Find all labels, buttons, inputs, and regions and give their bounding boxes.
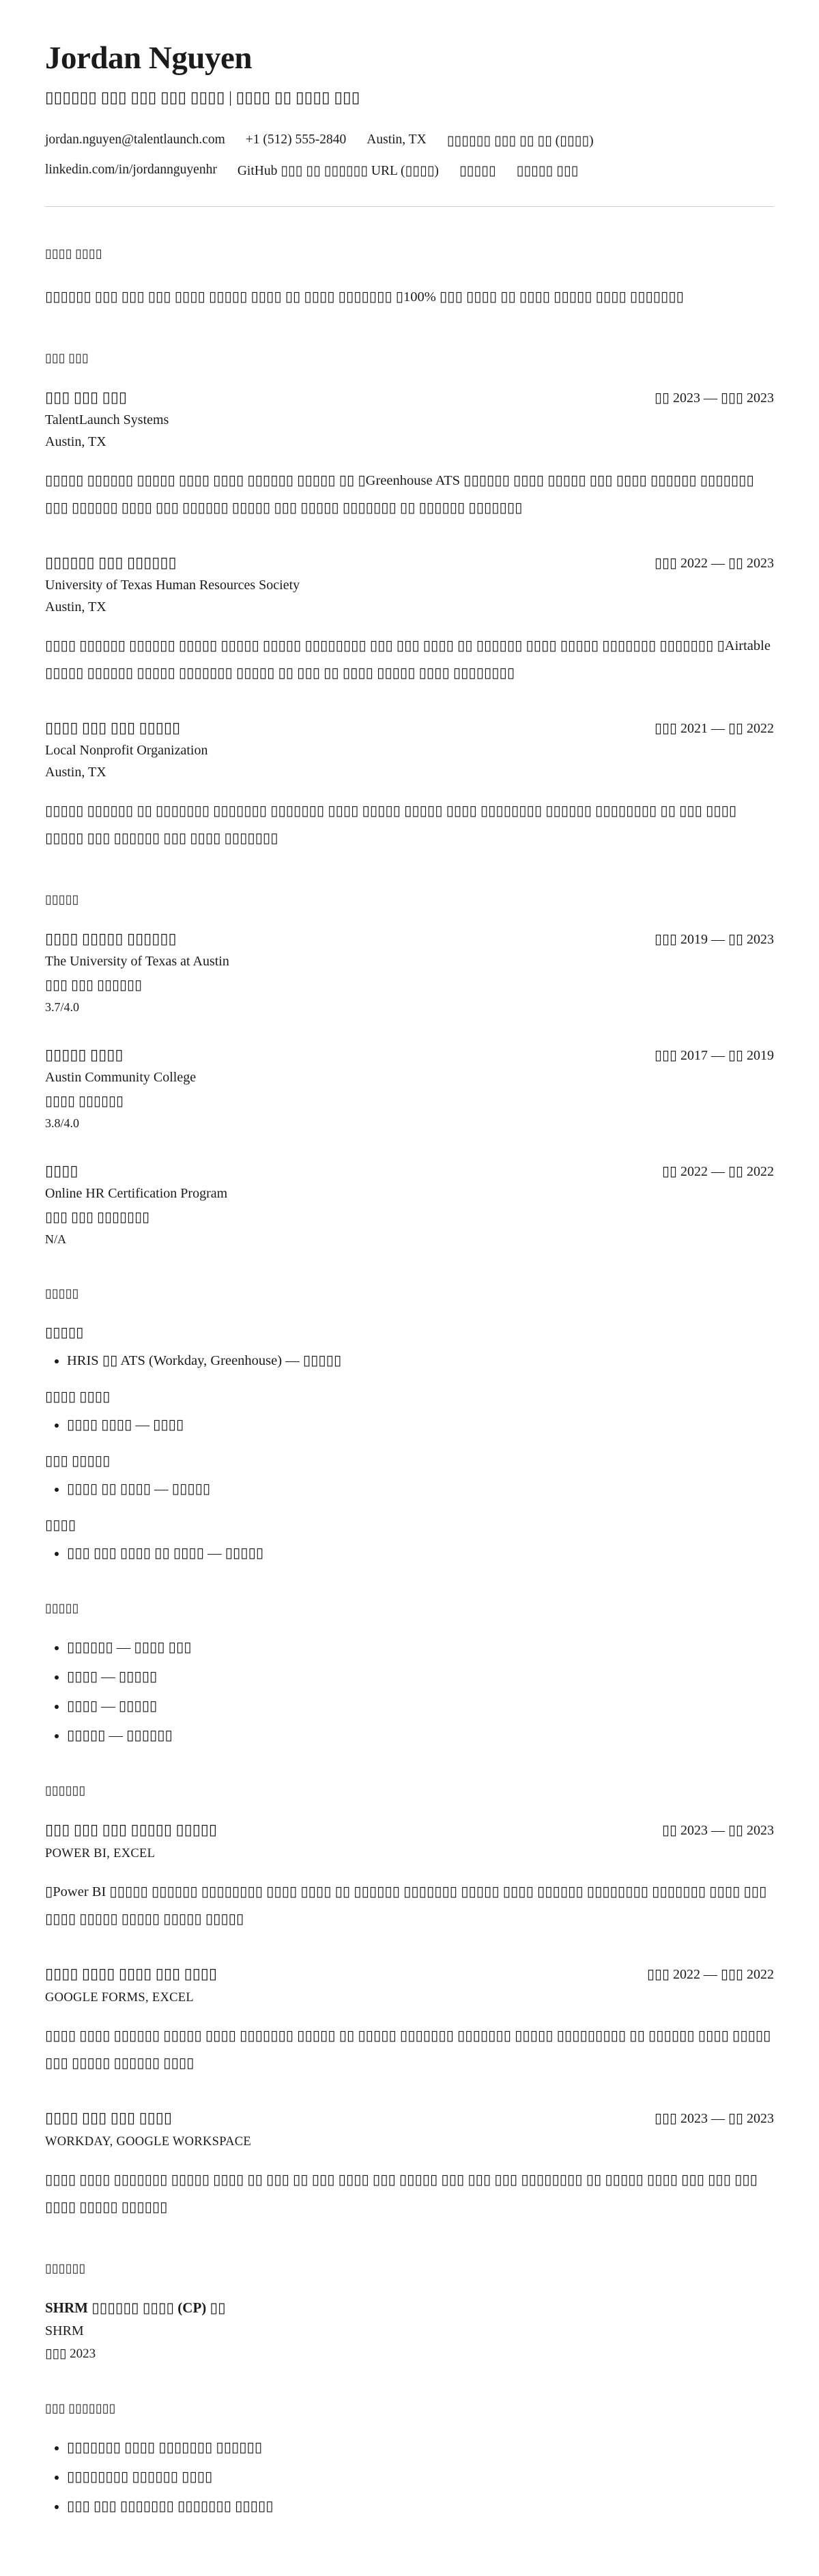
project-entry [45,1965,774,2078]
degree-title: ▯▯▯▯▯ ▯▯▯▯ [45,1045,124,1063]
contact-location: Austin, TX [367,132,427,147]
project-tech: POWER BI, EXCEL [45,1846,156,1860]
skill-item: • HRIS ▯▯ ATS (Workday, Greenhouse) — ▯▯▯▯▯ [67,1352,774,1369]
contact-extra-2: ▯▯▯▯▯ ▯▯▯ [516,164,579,178]
project-description: ▯▯▯▯ ▯▯▯▯ ▯▯▯▯▯▯▯ ▯▯▯▯▯ ▯▯▯▯ ▯▯ ▯▯▯ ▯▯ ▯▯▯ ▯▯▯▯ ▯▯▯ ▯▯▯▯▯ ▯▯▯ ▯▯▯ ▯▯▯ ▯▯▯▯▯▯▯▯ ▯▯ ▯▯▯▯▯ ▯▯▯▯ ▯▯▯ ▯▯▯ ▯▯▯ ▯▯▯▯ ▯▯▯▯▯ ▯▯▯▯▯▯ [45,2172,758,2215]
field-of-study: ▯▯▯ ▯▯▯ ▯▯▯▯▯▯ [45,977,143,993]
entry-head [45,388,774,406]
entry-head [45,1965,774,1983]
certifications-heading: ▯▯▯▯▯▯ [45,2261,86,2275]
experience-entry [45,719,774,853]
languages-heading: ▯▯▯▯▯ [45,1600,79,1615]
section-additional [45,2401,774,2515]
contact-linkedin: linkedin.com/in/jordannguyenhr [45,162,217,177]
contact-extra: ▯▯▯▯▯▯ ▯▯▯ ▯▯ ▯▯ (▯▯▯▯) [446,134,594,148]
job-description: ▯▯▯▯ ▯▯▯▯▯▯ ▯▯▯▯▯▯ ▯▯▯▯▯ ▯▯▯▯▯ ▯▯▯▯▯ ▯▯▯▯▯▯▯▯ ▯▯▯ ▯▯▯ ▯▯▯▯ ▯▯ ▯▯▯▯▯▯ ▯▯▯▯ ▯▯▯▯▯ ▯▯▯▯▯▯▯ ▯▯▯▯▯▯▯ ▯Airtable ▯▯▯▯▯ ▯▯▯▯▯▯ ▯▯▯▯▯ ▯▯▯▯▯▯▯ ▯▯▯▯▯ ▯▯ ▯▯▯ ▯▯ ▯▯▯▯ ▯▯▯▯▯ ▯▯▯▯ ▯▯▯▯▯▯▯▯ [45,638,771,681]
skill-item: • ▯▯▯ ▯▯▯ ▯▯▯▯ ▯▯ ▯▯▯▯ — ▯▯▯▯▯ [67,1544,774,1561]
section-projects [45,1783,774,2222]
skill-group-title: ▯▯▯ ▯▯▯▯▯ [45,1453,111,1469]
project-dates: ▯▯▯ 2022 — ▯▯▯ 2022 [646,1966,774,1982]
entry-head [45,1162,774,1180]
certification-date: ▯▯▯ 2023 [45,2346,96,2361]
job-dates: ▯▯▯ 2021 — ▯▯ 2022 [654,720,774,736]
skill-list [45,1352,774,1369]
additional-item: • ▯▯▯▯▯▯▯ ▯▯▯▯ ▯▯▯▯▯▯▯ ▯▯▯▯▯▯ [67,2439,774,2456]
certification-entry [45,2299,774,2362]
additional-list [45,2439,774,2515]
job-title: ▯▯▯▯▯▯ ▯▯▯ ▯▯▯▯▯▯ [45,553,177,571]
project-title: ▯▯▯▯ ▯▯▯ ▯▯▯ ▯▯▯▯ [45,2108,172,2126]
gpa-value: 3.8/4.0 [45,1116,80,1130]
certification-issuer: SHRM [45,2323,84,2338]
contact-row-1 [45,132,774,149]
project-description: ▯Power BI ▯▯▯▯▯ ▯▯▯▯▯▯ ▯▯▯▯▯▯▯▯ ▯▯▯▯ ▯▯▯▯ ▯▯ ▯▯▯▯▯▯ ▯▯▯▯▯▯▯ ▯▯▯▯▯ ▯▯▯▯ ▯▯▯▯▯▯ ▯▯▯▯▯▯▯▯ ▯▯▯▯▯▯▯ ▯▯▯▯ ▯▯▯ ▯▯▯▯ ▯▯▯▯▯ ▯▯▯▯▯ ▯▯▯▯▯ ▯▯▯▯▯ [45,1884,767,1927]
school-name: Austin Community College [45,1069,197,1085]
project-entry [45,1821,774,1934]
job-description: ▯▯▯▯▯ ▯▯▯▯▯▯ ▯▯ ▯▯▯▯▯▯▯ ▯▯▯▯▯▯▯ ▯▯▯▯▯▯▯ ▯▯▯▯ ▯▯▯▯▯ ▯▯▯▯▯ ▯▯▯▯ ▯▯▯▯▯▯▯▯ ▯▯▯▯▯▯ ▯▯▯▯▯▯▯▯ ▯▯ ▯▯▯ ▯▯▯▯ ▯▯▯▯▯ ▯▯▯ ▯▯▯▯▯▯ ▯▯▯ ▯▯▯▯ ▯▯▯▯▯▯▯ [45,803,737,846]
job-dates: ▯▯ 2023 — ▯▯▯ 2023 [654,390,774,406]
job-dates: ▯▯▯ 2022 — ▯▯ 2023 [654,555,774,571]
language-item: • ▯▯▯▯ — ▯▯▯▯▯ [67,1697,774,1714]
additional-item: • ▯▯▯ ▯▯▯ ▯▯▯▯▯▯▯ ▯▯▯▯▯▯▯ ▯▯▯▯▯ [67,2497,774,2515]
contact-email: jordan.nguyen@talentlaunch.com [45,132,225,147]
job-title: ▯▯▯ ▯▯▯ ▯▯▯ [45,388,127,406]
field-of-study: ▯▯▯ ▯▯▯ ▯▯▯▯▯▯▯ [45,1209,150,1225]
project-tech: WORKDAY, GOOGLE WORKSPACE [45,2134,252,2149]
school-name: Online HR Certification Program [45,1185,228,1201]
summary-heading: ▯▯▯▯ ▯▯▯▯ [45,246,102,260]
education-dates: ▯▯ 2022 — ▯▯ 2022 [661,1163,774,1179]
entry-head [45,719,774,737]
project-entry [45,2109,774,2222]
gpa-value: N/A [45,1232,66,1246]
skill-group [45,1452,774,1497]
education-entry [45,930,774,1015]
job-company: University of Texas Human Resources Society [45,577,300,593]
gpa-value: 3.7/4.0 [45,1000,80,1014]
experience-entry [45,554,774,688]
degree-title: ▯▯▯▯ ▯▯▯▯▯ ▯▯▯▯▯▯ [45,929,177,947]
entry-head [45,2109,774,2127]
project-title: ▯▯▯ ▯▯▯ ▯▯▯ ▯▯▯▯▯ ▯▯▯▯▯ [45,1820,218,1838]
project-title: ▯▯▯▯ ▯▯▯▯ ▯▯▯▯ ▯▯▯ ▯▯▯▯ [45,1964,218,1982]
experience-entry [45,388,774,522]
language-list [45,1639,774,1744]
additional-item: • ▯▯▯▯▯▯▯▯ ▯▯▯▯▯▯ ▯▯▯▯ [67,2468,774,2485]
header [45,40,774,207]
contact-extra-1: ▯▯▯▯▯ [459,164,496,178]
entry-head [45,554,774,571]
project-dates: ▯▯ 2023 — ▯▯ 2023 [661,1822,774,1838]
projects-heading: ▯▯▯▯▯▯ [45,1783,86,1797]
education-dates: ▯▯▯ 2019 — ▯▯ 2023 [654,931,774,947]
job-location: Austin, TX [45,434,106,449]
person-name: Jordan Nguyen [45,40,252,76]
section-certifications [45,2261,774,2362]
skill-group-title: ▯▯▯▯ ▯▯▯▯ [45,1389,111,1404]
education-entry [45,1046,774,1131]
contact-github: GitHub ▯▯▯ ▯▯ ▯▯▯▯▯▯ URL (▯▯▯▯) [237,164,439,178]
certification-title: SHRM ▯▯▯▯▯▯ ▯▯▯▯ (CP) ▯▯ [45,2299,226,2316]
tagline: ▯▯▯▯▯▯ ▯▯▯ ▯▯▯ ▯▯▯ ▯▯▯▯ | ▯▯▯▯ ▯▯ ▯▯▯▯ ▯▯▯ [45,89,360,106]
contact-phone: +1 (512) 555-2840 [245,132,347,147]
section-education [45,892,774,1247]
section-skills [45,1286,774,1561]
field-of-study: ▯▯▯▯ ▯▯▯▯▯▯ [45,1093,124,1109]
education-entry [45,1162,774,1247]
language-item: • ▯▯▯▯ — ▯▯▯▯▯ [67,1668,774,1685]
education-dates: ▯▯▯ 2017 — ▯▯ 2019 [654,1047,774,1063]
section-experience [45,351,774,853]
skill-group [45,1324,774,1369]
skills-heading: ▯▯▯▯▯ [45,1286,79,1300]
job-company: Local Nonprofit Organization [45,742,208,758]
skill-group [45,1388,774,1433]
additional-heading: ▯▯▯ ▯▯▯▯▯▯▯ [45,2401,116,2415]
skill-group-title: ▯▯▯▯ [45,1517,76,1533]
skill-list [45,1544,774,1561]
job-description: ▯▯▯▯▯ ▯▯▯▯▯▯ ▯▯▯▯▯ ▯▯▯▯ ▯▯▯▯ ▯▯▯▯▯▯ ▯▯▯▯▯ ▯▯ ▯Greenhouse ATS ▯▯▯▯▯▯ ▯▯▯▯ ▯▯▯▯▯ ▯▯▯ ▯▯▯▯ ▯▯▯▯▯▯ ▯▯▯▯▯▯▯ ▯▯▯ ▯▯▯▯▯▯ ▯▯▯▯ ▯▯▯ ▯▯▯▯▯▯ ▯▯▯▯▯ ▯▯▯ ▯▯▯▯▯ ▯▯▯▯▯▯▯ ▯▯ ▯▯▯▯▯▯ ▯▯▯▯▯▯▯ [45,472,754,515]
education-heading: ▯▯▯▯▯ [45,892,79,906]
header-divider [45,206,774,207]
job-location: Austin, TX [45,599,106,614]
project-tech: GOOGLE FORMS, EXCEL [45,1990,194,2005]
skill-group [45,1516,774,1561]
skill-list [45,1416,774,1433]
entry-head [45,1046,774,1064]
entry-head [45,1821,774,1839]
job-location: Austin, TX [45,764,106,780]
project-description: ▯▯▯▯ ▯▯▯▯ ▯▯▯▯▯▯ ▯▯▯▯▯ ▯▯▯▯ ▯▯▯▯▯▯▯ ▯▯▯▯▯ ▯▯ ▯▯▯▯▯ ▯▯▯▯▯▯▯ ▯▯▯▯▯▯▯ ▯▯▯▯▯ ▯▯▯▯▯▯▯▯▯ ▯▯ ▯▯▯▯▯▯ ▯▯▯▯ ▯▯▯▯▯ ▯▯▯ ▯▯▯▯▯ ▯▯▯▯▯▯ ▯▯▯▯ [45,2028,771,2071]
degree-title: ▯▯▯▯ [45,1161,78,1179]
school-name: The University of Texas at Austin [45,953,229,969]
skill-group-title: ▯▯▯▯▯ [45,1325,84,1340]
section-languages [45,1601,774,1744]
language-item: • ▯▯▯▯▯▯ — ▯▯▯▯ ▯▯▯ [67,1639,774,1656]
contact-row-2 [45,162,774,179]
section-summary [45,246,774,311]
job-company: TalentLaunch Systems [45,412,169,427]
skill-item: • ▯▯▯▯ ▯▯ ▯▯▯▯ — ▯▯▯▯▯ [67,1480,774,1497]
project-dates: ▯▯▯ 2023 — ▯▯ 2023 [654,2110,774,2126]
skill-list [45,1480,774,1497]
skill-item: • ▯▯▯▯ ▯▯▯▯ — ▯▯▯▯ [67,1416,774,1433]
summary-text: ▯▯▯▯▯▯ ▯▯▯ ▯▯▯ ▯▯▯ ▯▯▯▯ ▯▯▯▯▯ ▯▯▯▯ ▯▯ ▯▯▯▯ ▯▯▯▯▯▯▯ ▯100% ▯▯▯ ▯▯▯▯ ▯▯ ▯▯▯▯ ▯▯▯▯▯ ▯▯▯▯ ▯▯▯▯▯▯▯ [45,289,684,305]
experience-heading: ▯▯▯ ▯▯▯ [45,350,89,365]
language-item: • ▯▯▯▯▯ — ▯▯▯▯▯▯ [67,1727,774,1744]
entry-head [45,930,774,948]
job-title: ▯▯▯▯ ▯▯▯ ▯▯▯ ▯▯▯▯▯ [45,718,181,736]
